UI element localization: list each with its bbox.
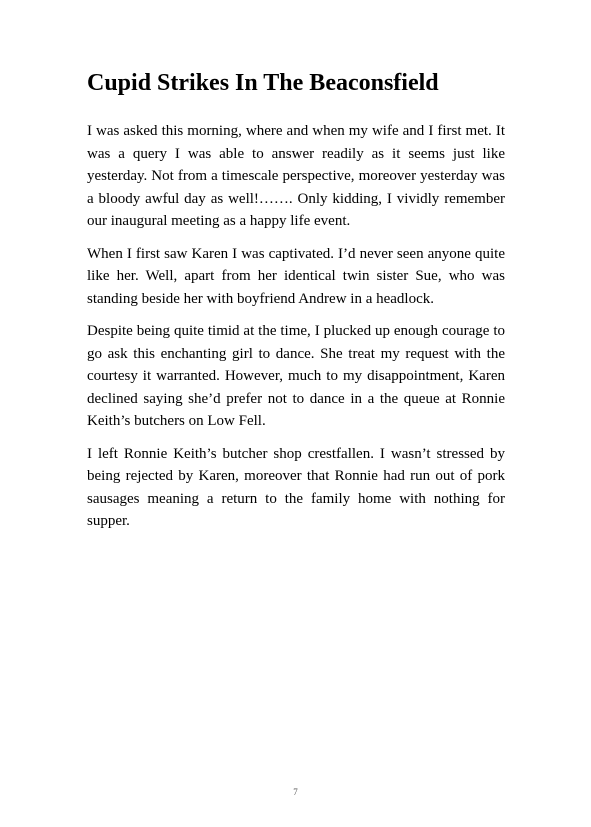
page-number: 7 [293,787,298,797]
paragraph-2: When I first saw Karen I was captivated. I’d never seen anyone quite like her. Well, apart from her identical twin sister Sue, who was standing beside her with boyfriend Andrew in a headlock. [87,245,505,307]
story-body [87,120,505,543]
paragraph-3: Despite being quite timid at the time, I plucked up enough courage to go ask this enchanting girl to dance. She treat my request with the courtesy it warranted. However, much to my disappointment, Karen declined saying she’d prefer not to dance in a the queue at Ronnie Keith’s butchers on Low Fell. [87,323,505,429]
paragraph-4: I left Ronnie Keith’s butcher shop crestfallen. I wasn’t stressed by being rejected by Karen, moreover that Ronnie had run out of pork sausages meaning a return to the family home with nothing for supper. [87,445,505,529]
page-title: Cupid Strikes In The Beaconsfield [87,70,439,96]
paragraph-1: I was asked this morning, where and when my wife and I first met. It was a query I was able to answer readily as it seems just like yesterday. Not from a timescale perspective, moreover yesterday was a bloody awful day as well!……. Only kidding, I vividly remember our inaugural meeting as a happy life event. [87,123,505,229]
